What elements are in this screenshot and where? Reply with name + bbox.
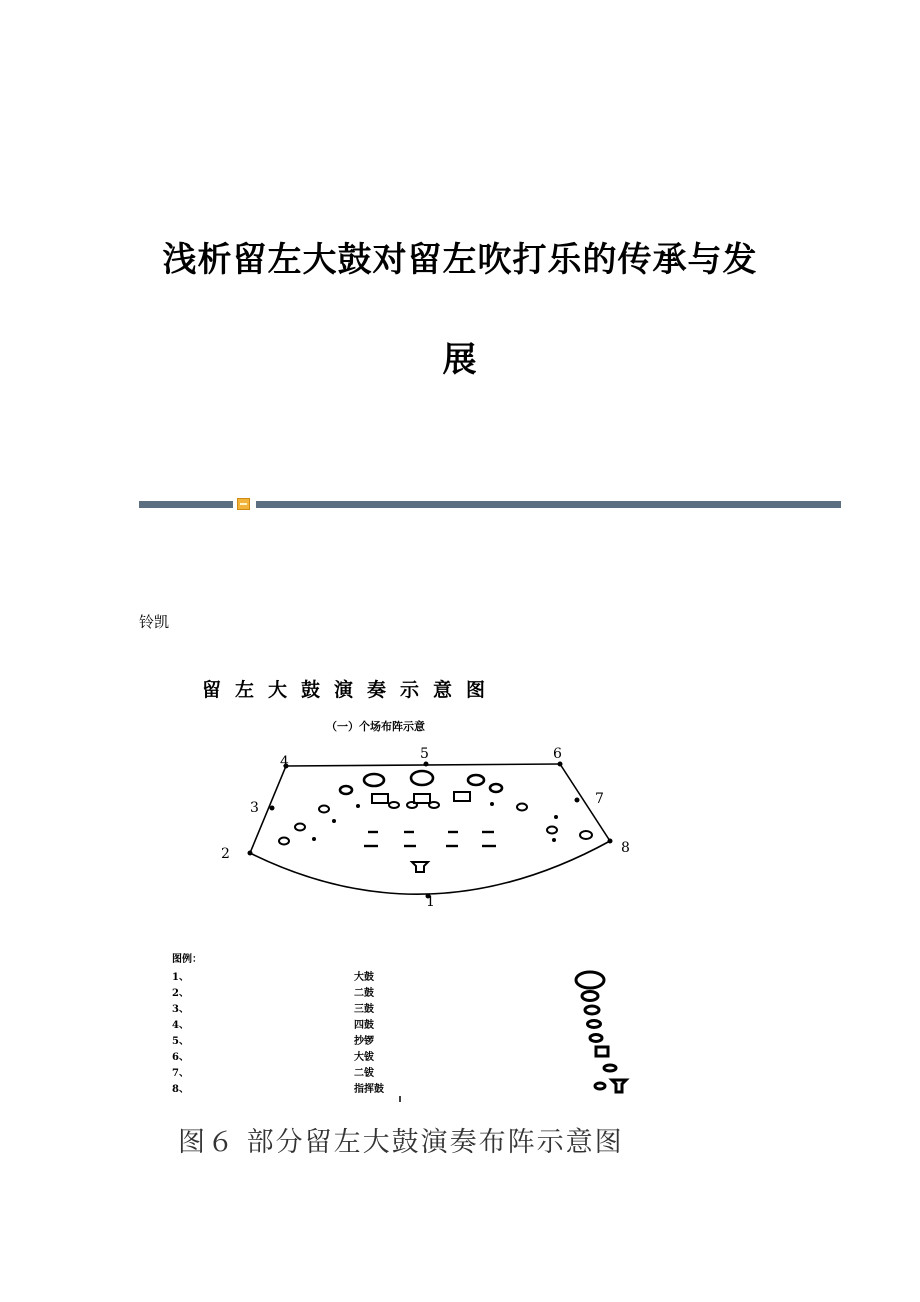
legend-label: 指挥鼓: [354, 1084, 384, 1095]
small-drum-icon: [429, 802, 439, 808]
position-label-1: 1: [426, 894, 435, 910]
legend-cymbal-icon: [596, 1047, 608, 1056]
divider-bar-left: [139, 501, 233, 508]
position-dot: [424, 762, 429, 767]
position-label-2: 2: [221, 846, 230, 862]
gong-icon: [454, 792, 470, 801]
legend-label: 二钹: [354, 1068, 374, 1079]
legend-small-cymbal-icon: [604, 1065, 616, 1071]
cymbal-rows: [364, 832, 496, 846]
big-drum-icon: [364, 774, 384, 786]
legend-fourth-drum-icon: [588, 1021, 601, 1028]
position-dot: [248, 851, 253, 856]
author-name: 铃凯: [139, 613, 170, 631]
figure-caption: 图６ 部分留左大鼓演奏布阵示意图: [178, 1127, 624, 1158]
legend-num: 1、: [172, 972, 189, 983]
drum-icon: [490, 784, 502, 792]
player-dot: [332, 819, 336, 823]
legend-title: 图例：: [172, 954, 202, 965]
player-dot: [490, 802, 494, 806]
formation-diagram: [158, 666, 642, 1116]
position-label-6: 6: [553, 746, 562, 762]
small-drum-icon: [279, 838, 289, 845]
legend-num: 8、: [172, 1084, 189, 1095]
divider-badge-icon: [237, 498, 250, 510]
legend-label: 大鼓: [354, 972, 374, 983]
position-label-4: 4: [280, 754, 289, 770]
legend-num: 3、: [172, 1004, 189, 1015]
small-drum-icon: [389, 802, 399, 808]
legend-big-drum-icon: [576, 972, 604, 988]
legend-label: 三鼓: [354, 1004, 374, 1015]
legend-list: [172, 970, 385, 1095]
formation-bottom-arc: [250, 841, 610, 894]
formation-diagram-figure: [158, 666, 642, 1116]
small-drum-icon: [407, 802, 417, 808]
legend-num: 7、: [172, 1068, 189, 1079]
player-dot: [356, 804, 360, 808]
legend-num: 5、: [172, 1036, 189, 1047]
document-title-line-1: 浅析留左大鼓对留左吹打乐的传承与发: [162, 240, 758, 280]
legend-label: 抄锣: [354, 1036, 374, 1047]
gong-icon: [414, 794, 430, 803]
small-drum-icon: [295, 824, 305, 831]
legend-dot-icon: [595, 1083, 605, 1089]
player-dot: [554, 815, 558, 819]
document-title-line-2: 展: [442, 340, 478, 380]
gong-group: [372, 792, 470, 803]
legend-num: 2、: [172, 988, 189, 999]
legend-label: 二鼓: [354, 988, 374, 999]
small-drum-group: [279, 802, 592, 845]
position-dot: [558, 762, 563, 767]
formation-top-line: [286, 764, 560, 766]
divider-bar-right: [256, 501, 841, 508]
diagram-subheading: （一）个场布阵示意: [326, 720, 425, 733]
small-drum-icon: [517, 804, 527, 811]
legend-num: 6、: [172, 1052, 189, 1063]
legend-second-drum-icon: [582, 992, 598, 1001]
big-drum-group: [340, 771, 502, 794]
position-label-7: 7: [595, 791, 604, 807]
player-dot: [552, 838, 556, 842]
gong-icon: [372, 794, 388, 803]
diagram-heading: 留左大鼓演奏示意图: [202, 679, 500, 701]
drum-icon: [340, 786, 352, 794]
position-label-5: 5: [420, 746, 429, 762]
position-dot: [575, 798, 580, 803]
position-dot: [608, 839, 613, 844]
legend-symbols: [576, 972, 626, 1092]
position-dot: [270, 806, 275, 811]
legend-num: 4、: [172, 1020, 189, 1031]
legend-label: 四鼓: [354, 1020, 374, 1031]
position-label-3: 3: [250, 800, 259, 816]
legend-label: 大钹: [354, 1052, 374, 1063]
small-drum-icon: [580, 831, 592, 839]
conductor-drum-icon: [412, 862, 428, 872]
legend-gong-icon: [590, 1035, 602, 1042]
position-label-8: 8: [621, 840, 630, 856]
small-drum-icon: [319, 806, 329, 813]
big-drum-icon: [411, 771, 433, 785]
player-dot: [312, 837, 316, 841]
legend-conductor-drum-icon: [612, 1080, 626, 1092]
big-drum-icon: [468, 775, 484, 785]
section-divider: [139, 497, 841, 511]
legend-third-drum-icon: [585, 1006, 599, 1014]
small-drum-icon: [547, 827, 557, 834]
